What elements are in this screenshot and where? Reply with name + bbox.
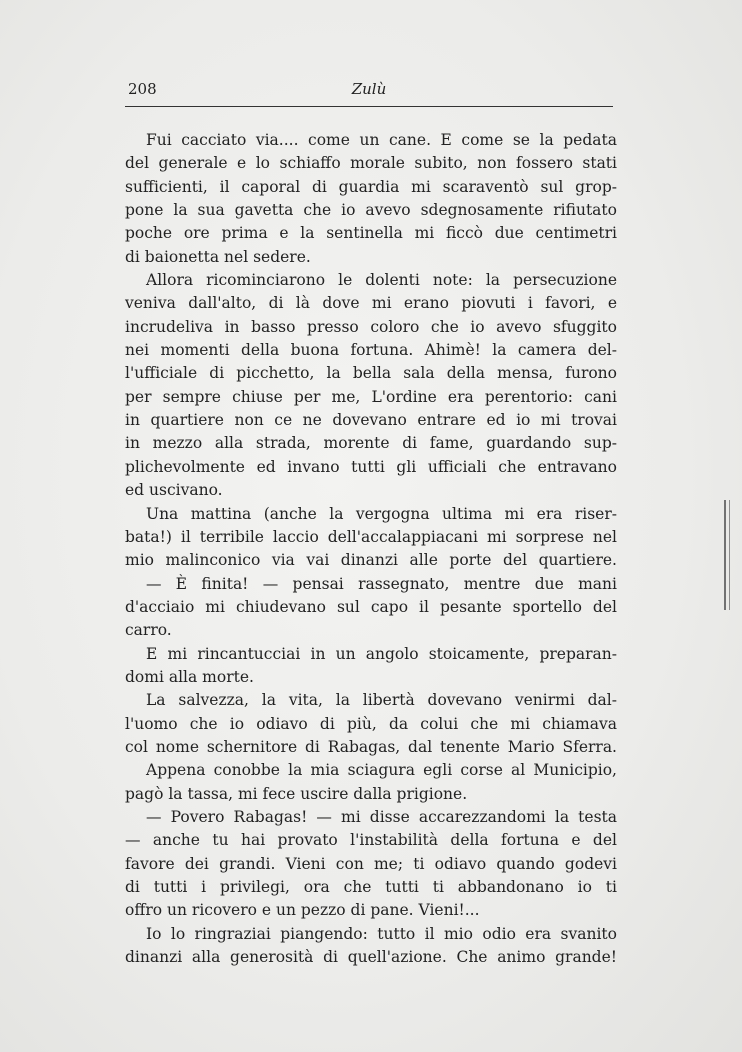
- text-line: l'uomo che io odiavo di più, da colui che mi chiamava: [125, 714, 617, 733]
- text-line: Appena conobbe la mia sciagura egli corse al Municipio,: [146, 761, 617, 780]
- text-line: veniva dall'alto, di là dove mi erano piovuti i favori, e: [125, 294, 617, 313]
- header-rule: [125, 106, 613, 107]
- text-line: del generale e lo schiaffo morale subito, non fossero stati: [125, 154, 617, 173]
- text-line: per sempre chiuse per me, L'ordine era perentorio: cani: [125, 387, 617, 406]
- text-line: di baionetta nel sedere.: [125, 247, 311, 266]
- text-line: Fui cacciato via.... come un cane. E come se la pedata: [146, 131, 617, 149]
- text-line: ed uscivano.: [125, 481, 223, 500]
- text-line: bata!) il terribile laccio dell'accalappiacani mi sorprese nel: [125, 527, 617, 546]
- text-line: mio malinconico via vai dinanzi alle porte del quartiere.: [125, 551, 617, 570]
- text-line: poche ore prima e la sentinella mi ficcò due centimetri: [125, 224, 617, 243]
- text-line: — Povero Rabagas! — mi disse accarezzandomi la testa: [146, 807, 617, 826]
- text-line: in mezzo alla strada, morente di fame, guardando sup-: [125, 434, 617, 453]
- text-line: col nome schernitore di Rabagas, dal tenente Mario Sferra.: [125, 737, 617, 756]
- text-line: nei momenti della buona fortuna. Ahimè! la camera del-: [125, 341, 617, 360]
- text-line: Una mattina (anche la vergogna ultima mi era riser-: [146, 504, 617, 523]
- text-line: dinanzi alla generosità di quell'azione. Che animo grande!: [125, 948, 617, 967]
- text-line: in quartiere non ce ne dovevano entrare ed io mi trovai: [125, 411, 617, 430]
- text-line: di tutti i privilegi, ora che tutti ti abbandonano io ti: [125, 878, 617, 896]
- text-line: — È finita! — pensai rassegnato, mentre due mani: [146, 574, 617, 593]
- text-line: offro un ricovero e un pezzo di pane. Vieni!...: [125, 901, 480, 920]
- running-title: Zulù: [351, 80, 387, 98]
- body-text: [125, 129, 617, 969]
- text-line: Allora ricominciarono le dolenti note: la persecuzione: [146, 271, 617, 290]
- text-line: La salvezza, la vita, la libertà dovevano venirmi dal-: [146, 691, 617, 710]
- margin-binding-mark: [724, 500, 730, 610]
- page-number: 208: [128, 80, 157, 98]
- text-line: favore dei grandi. Vieni con me; ti odiavo quando godevi: [125, 854, 617, 873]
- running-head: [125, 80, 613, 102]
- text-line: — anche tu hai provato l'instabilità della fortuna e del: [125, 831, 617, 850]
- text-line: pone la sua gavetta che io avevo sdegnosamente rifiutato: [125, 201, 617, 220]
- text-line: E mi rincantucciai in un angolo stoicamente, preparan-: [146, 644, 617, 663]
- text-line: plichevolmente ed invano tutti gli ufficiali che entravano: [125, 457, 617, 476]
- text-line: l'ufficiale di picchetto, la bella sala della mensa, furono: [125, 364, 617, 383]
- text-line: pagò la tassa, mi fece uscire dalla prigione.: [125, 784, 468, 803]
- text-line: incrudeliva in basso presso coloro che io avevo sfuggito: [125, 317, 617, 336]
- text-line: carro.: [125, 621, 172, 640]
- text-line: d'acciaio mi chiudevano sul capo il pesante sportello del: [125, 597, 617, 616]
- text-line: domi alla morte.: [125, 667, 254, 686]
- text-line: sufficienti, il caporal di guardia mi scaraventò sul grop-: [125, 177, 617, 196]
- text-line: Io lo ringraziai piangendo: tutto il mio odio era svanito: [146, 924, 617, 943]
